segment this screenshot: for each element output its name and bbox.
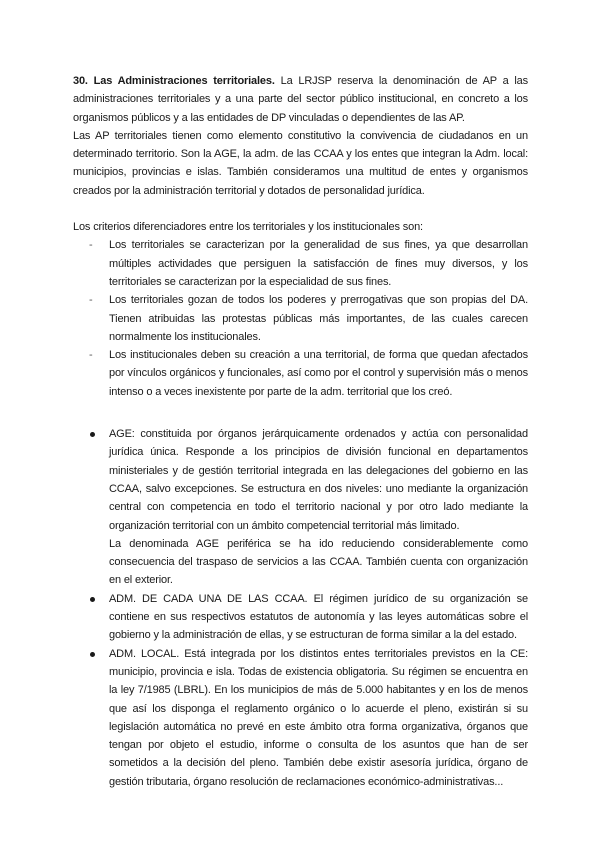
administration-item-local [73, 645, 528, 791]
criteria-lead: Los criterios diferenciadores entre los territoriales y los institucionales son: [73, 221, 423, 234]
section-intro-paragraph [73, 72, 528, 127]
administration-text: ADM. LOCAL. Está integrada por los distintos entes territoriales previstos en la CE: municipio, provincia e isla. Todas de existencia obligatoria. Su régimen se encuentra en la ley 7/1985 (LBRL). En los municipios de más de 5.000 habitantes y en los de menos que así los disponga el reglamento orgánico o lo acuerde el pleno, existirán si su legislación automática no prevé en este ámbito otra forma organizativa, órganos que tengan por objeto el estudio, informe o consulta de los asuntos que han de ser sometidos a la decisión del pleno. También debe existir asesoría jurídica, órgano de gestión tributaria, órgano resolución de reclamaciones económico-administrativas... [109, 647, 528, 788]
criteria-item-text: Los territoriales gozan de todos los poderes y prerrogativas que son propias del DA. Tienen atribuidas las protestas públicas más importantes, de las cuales carecen normalmente los institucionales. [109, 294, 528, 343]
criteria-item [73, 346, 528, 401]
administration-item-age [73, 425, 528, 590]
bullet-icon [90, 432, 95, 437]
dash-marker: - [89, 294, 93, 307]
bullet-icon [90, 597, 95, 602]
section-intro-text: La LRJSP reserva la denominación de AP a las administraciones territoriales y a una parte del sector público institucional, en concreto a los organismos públicos y a las entidades de DP vinculadas o dependientes de las AP. [73, 75, 529, 124]
administration-text: ADM. DE CADA UNA DE LAS CCAA. El régimen jurídico de su organización se contiene en sus respectivos estatutos de autonomía y las leyes automáticas sobre el gobierno y la administración de ellas, y se estructuran de forma similar a la del estado. [109, 592, 528, 642]
administration-item-ccaa [73, 590, 528, 645]
section-title: 30. Las Administraciones territoriales. [73, 75, 275, 87]
administration-text: AGE: constituida por órganos jerárquicamente ordenados y actúa con personalidad jurídica única. Responde a los principios de división funcional en departamentos ministeriales y de gestión territorial integrada en las delegaciones del gobierno en las CCAA, salvo excepciones. Se estructura en dos niveles: uno mediante la organización central con competencia en todo el territorio nacional y por otro lado mediante la organización territorial con un ámbito competencial territorial más limitado. [109, 428, 528, 532]
dash-marker: - [89, 239, 93, 252]
criteria-list [73, 236, 528, 401]
spacer [73, 200, 528, 218]
criteria-item-text: Los territoriales se caracterizan por la generalidad de sus fines, ya que desarrollan múltiples actividades que persiguen la satisfacción de fines muy diversos, y los territoriales se caracterizan por la especialidad de sus fines. [109, 239, 528, 288]
criteria-item [73, 236, 528, 291]
territorial-definition-paragraph: Las AP territoriales tienen como elemento constitutivo la convivencia de ciudadanos en un determinado territorio. Son la AGE, la adm. de las CCAA y los entes que integran la Adm. local: municipios, provincias e islas. También consideramos una multitud de entes y organismos creados por la administración territorial y dotados de personalidad jurídica. [73, 129, 528, 197]
bullet-icon [90, 652, 95, 657]
administrations-list [73, 425, 528, 791]
spacer [73, 401, 528, 425]
criteria-item-text: Los institucionales deben su creación a una territorial, de forma que quedan afectados por vínculos orgánicos y funcionales, así como por el control y supervisión más o menos intenso o a veces inexistente por parte de la adm. territorial que los creó. [109, 349, 528, 398]
administration-extra-text: La denominada AGE periférica se ha ido reduciendo considerablemente como consecuencia del traspaso de servicios a las CCAA. También cuenta con organización en el exterior. [109, 537, 528, 587]
dash-marker: - [89, 349, 93, 362]
criteria-item [73, 291, 528, 346]
